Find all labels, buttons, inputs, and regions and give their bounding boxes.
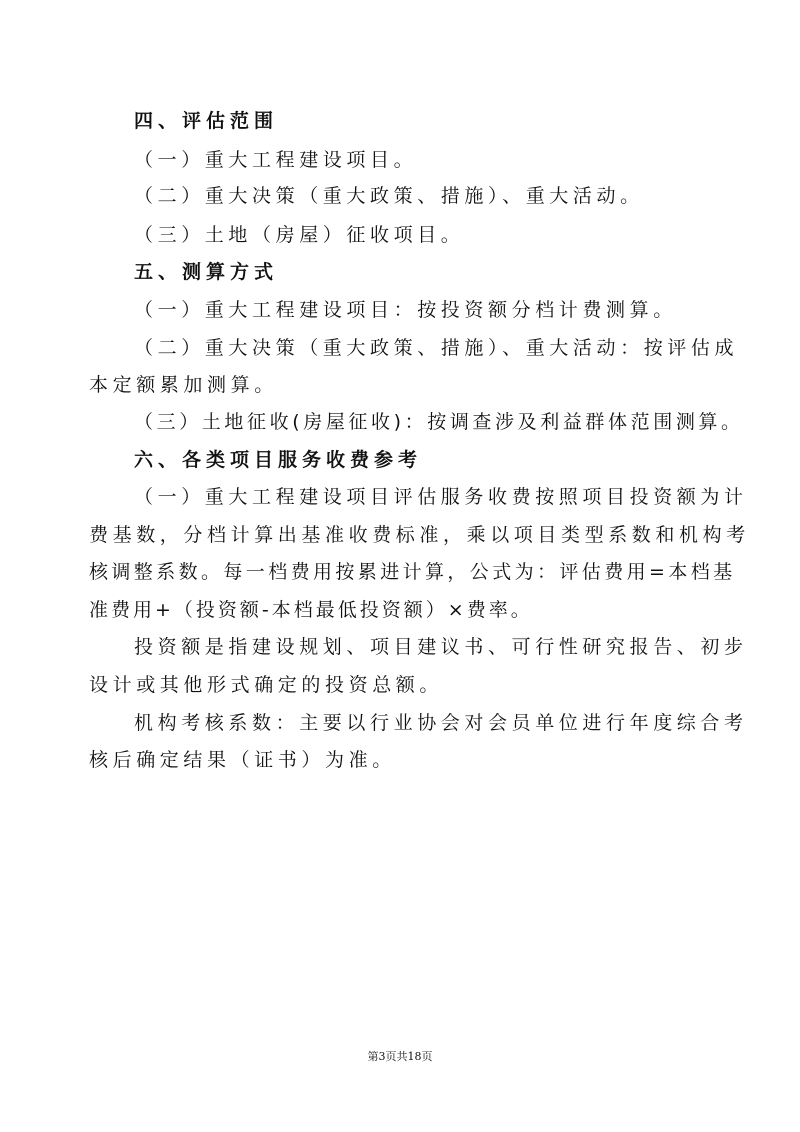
section5-item-3: （三）土地征收(房屋征收)：按调查涉及利益群体范围测算。 xyxy=(134,411,744,433)
section6-para2-line-2: 设计或其他形式确定的投资总额。 xyxy=(89,674,444,696)
section6-para1-line-1: （一）重大工程建设项目评估服务收费按照项目投资额为计 xyxy=(134,486,748,508)
section4-heading: 四、评估范围 xyxy=(134,110,279,132)
section6-para1-line-2: 费基数，分档计算出基准收费标准，乘以项目类型系数和机构考 xyxy=(89,524,750,546)
section5-item-1: （一）重大工程建设项目：按投资额分档计费测算。 xyxy=(134,299,677,321)
section6-heading: 六、各类项目服务收费参考 xyxy=(134,449,423,471)
section4-item-3: （三）土地（房屋）征收项目。 xyxy=(134,224,465,246)
section6-para3-line-2: 核后确定结果（证书）为准。 xyxy=(89,749,396,771)
section4-item-1: （一）重大工程建设项目。 xyxy=(134,149,418,171)
section5-heading: 五、测算方式 xyxy=(134,261,279,283)
section6-para1-line-4: 准费用+（投资额-本档最低投资额）×费率。 xyxy=(89,599,533,621)
page-number-footer: 第3页共18页 xyxy=(367,1050,433,1063)
section4-item-2: （二）重大决策（重大政策、措施）、重大活动。 xyxy=(134,185,644,207)
section6-para3-line-1: 机构考核系数：主要以行业协会对会员单位进行年度综合考 xyxy=(134,712,748,734)
section6-para1-line-3: 核调整系数。每一档费用按累进计算，公式为：评估费用=本档基 xyxy=(89,561,736,583)
section6-para2-line-1: 投资额是指建设规划、项目建议书、可行性研究报告、初步 xyxy=(134,636,748,658)
section5-item-2-line-1: （二）重大决策（重大政策、措施）、重大活动：按评估成 xyxy=(134,337,739,359)
section5-item-2-line-2: 本定额累加测算。 xyxy=(89,374,278,396)
